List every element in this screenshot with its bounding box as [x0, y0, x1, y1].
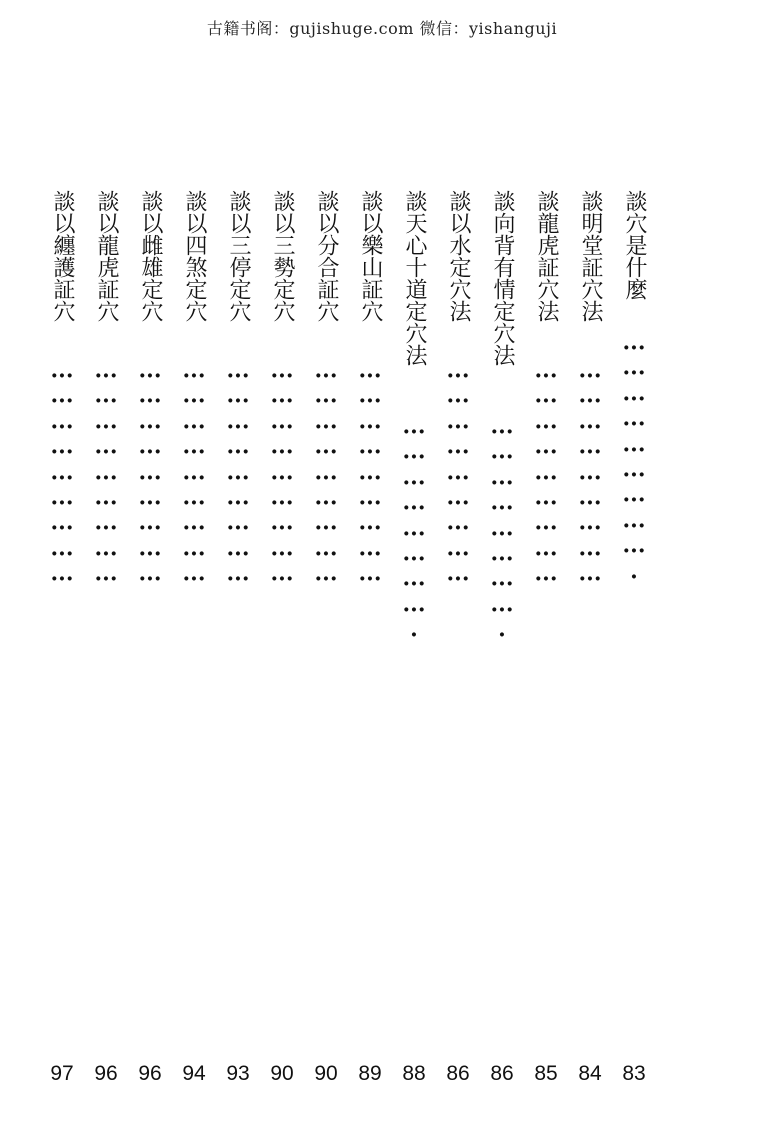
dot-leader: ··························· — [50, 364, 74, 593]
table-of-contents — [0, 190, 764, 1110]
toc-entry — [92, 190, 120, 1100]
toc-entry-page: 86 — [446, 1062, 470, 1085]
dot-leader: ··························· — [578, 364, 602, 593]
dot-leader: ··························· — [270, 364, 294, 593]
toc-entry — [136, 190, 164, 1100]
dot-leader: ··························· — [358, 364, 382, 593]
toc-entry-page: 85 — [534, 1062, 558, 1085]
toc-entry — [48, 190, 76, 1100]
toc-entry-title: 談穴是什麼 — [622, 190, 647, 300]
dot-leader: ··························· — [138, 364, 162, 593]
toc-entry-title: 談以三停定穴 — [226, 190, 251, 322]
toc-entry — [356, 190, 384, 1100]
toc-entry-title: 談以水定穴法 — [446, 190, 471, 322]
toc-entry-title: 談以四煞定穴 — [182, 190, 207, 322]
dot-leader: ························· — [402, 420, 426, 649]
toc-entry-title: 談以雌雄定穴 — [138, 190, 163, 322]
toc-entry — [444, 190, 472, 1100]
toc-entry — [620, 190, 648, 1100]
watermark-text: 古籍书阁：gujishuge.com 微信：yishanguji — [206, 19, 558, 38]
toc-entry-page: 84 — [578, 1062, 602, 1085]
toc-entry — [400, 190, 428, 1100]
toc-entry-title: 談明堂証穴法 — [578, 190, 603, 322]
dot-leader: ··························· — [446, 364, 470, 593]
dot-leader: ··························· — [314, 364, 338, 593]
toc-entry-title: 談向背有情定穴法 — [490, 190, 515, 366]
toc-entry-page: 86 — [490, 1062, 514, 1085]
toc-entry — [268, 190, 296, 1100]
toc-entry-page: 93 — [226, 1062, 250, 1085]
toc-entry — [576, 190, 604, 1100]
toc-entry-page: 88 — [402, 1062, 426, 1085]
toc-entry-title: 談以纏護証穴 — [50, 190, 75, 322]
dot-leader: ··························· — [534, 364, 558, 593]
toc-entry — [488, 190, 516, 1100]
toc-entry-page: 83 — [622, 1062, 646, 1085]
toc-entry-title: 談以三勢定穴 — [270, 190, 295, 322]
dot-leader: ··························· — [182, 364, 206, 593]
toc-entry-page: 94 — [182, 1062, 206, 1085]
toc-entry-title: 談以樂山証穴 — [358, 190, 383, 322]
toc-entry — [532, 190, 560, 1100]
dot-leader: ························· — [490, 420, 514, 649]
toc-entry — [312, 190, 340, 1100]
toc-entry — [180, 190, 208, 1100]
dot-leader: ···························· — [622, 336, 646, 590]
dot-leader: ··························· — [94, 364, 118, 593]
dot-leader: ··························· — [226, 364, 250, 593]
toc-entry-page: 90 — [270, 1062, 294, 1085]
toc-entry-page: 97 — [50, 1062, 74, 1085]
toc-entry-page: 96 — [138, 1062, 162, 1085]
toc-entry-title: 談龍虎証穴法 — [534, 190, 559, 322]
toc-entry-title: 談天心十道定穴法 — [402, 190, 427, 366]
toc-entry-title: 談以龍虎証穴 — [94, 190, 119, 322]
toc-entry-page: 90 — [314, 1062, 338, 1085]
toc-entry-page: 96 — [94, 1062, 118, 1085]
toc-entry-page: 89 — [358, 1062, 382, 1085]
toc-entry — [224, 190, 252, 1100]
toc-entry-title: 談以分合証穴 — [314, 190, 339, 322]
